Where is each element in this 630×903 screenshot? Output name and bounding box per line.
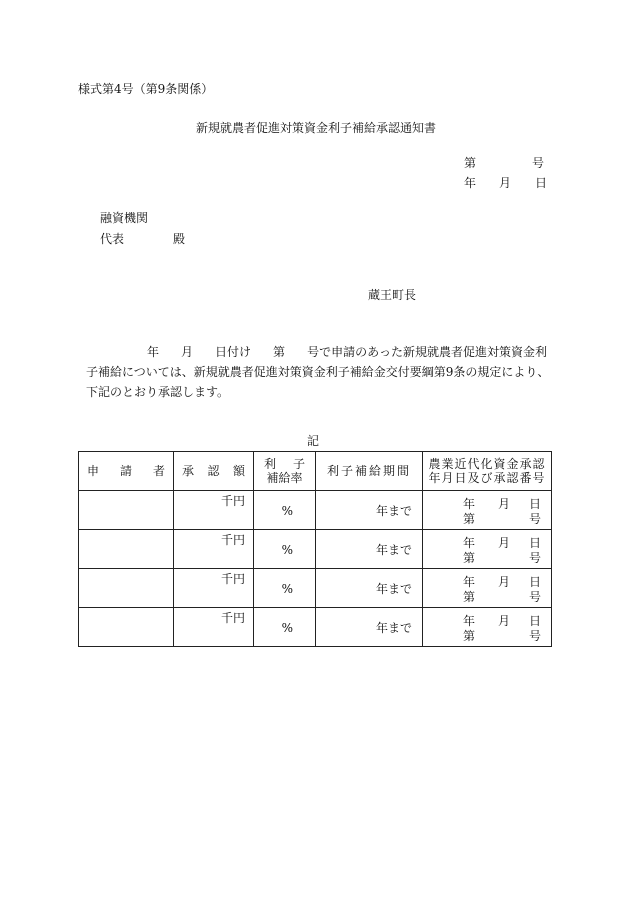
header-rate-char: 子 xyxy=(292,457,305,471)
addressee-honorific: 殿 xyxy=(173,232,186,246)
form-number-label: 様式第4号（第9条関係） xyxy=(78,82,214,96)
table-row xyxy=(79,530,552,569)
header-amount-char: 額 xyxy=(232,464,245,478)
approval-month: 月 xyxy=(498,575,511,589)
period-suffix: 年まで xyxy=(375,621,412,635)
cell-subsidy-rate[interactable] xyxy=(254,569,316,608)
approval-day: 日 xyxy=(528,497,541,511)
table-row xyxy=(79,491,552,530)
header-approval-line1: 農業近代化資金承認 xyxy=(428,457,546,471)
approval-month: 月 xyxy=(498,536,511,550)
cell-subsidy-period[interactable] xyxy=(316,569,423,608)
approval-no-suffix: 号 xyxy=(528,629,541,643)
cell-approval-info[interactable] xyxy=(423,491,552,530)
header-approval-line2: 年月日及び承認番号 xyxy=(428,471,546,485)
addressee-institution: 融資機関 xyxy=(100,211,149,225)
header-applicant-char: 申 xyxy=(87,464,100,478)
approval-day: 日 xyxy=(528,614,541,628)
header-approved-amount xyxy=(174,452,254,491)
cell-subsidy-period[interactable] xyxy=(316,530,423,569)
approval-year: 年 xyxy=(463,536,476,550)
body-number-prefix: 第 xyxy=(273,345,286,359)
ki-heading: 記 xyxy=(307,434,320,448)
period-suffix: 年まで xyxy=(375,582,412,596)
cell-subsidy-period[interactable] xyxy=(316,608,423,647)
rate-unit: % xyxy=(281,621,293,635)
cell-approval-info[interactable] xyxy=(423,530,552,569)
header-amount-char: 承 xyxy=(182,464,195,478)
body-month: 月 xyxy=(181,345,194,359)
approval-no-suffix: 号 xyxy=(528,590,541,604)
cell-applicant[interactable] xyxy=(79,491,174,530)
header-subsidy-rate xyxy=(254,452,316,491)
body-day: 日付け xyxy=(215,345,252,359)
amount-unit: 千円 xyxy=(220,572,245,586)
cell-applicant[interactable] xyxy=(79,608,174,647)
table-header-row xyxy=(79,452,552,491)
approval-year: 年 xyxy=(463,497,476,511)
table-row xyxy=(79,569,552,608)
period-suffix: 年まで xyxy=(375,543,412,557)
cell-approved-amount[interactable] xyxy=(174,491,254,530)
approval-year: 年 xyxy=(463,614,476,628)
rate-unit: % xyxy=(281,543,293,557)
amount-unit: 千円 xyxy=(220,611,245,625)
cell-approved-amount[interactable] xyxy=(174,530,254,569)
table-row xyxy=(79,608,552,647)
header-subsidy-period xyxy=(316,452,423,491)
header-period-text: 利子補給期間 xyxy=(326,464,411,478)
header-rate-char: 利 xyxy=(264,457,277,471)
date-year-label: 年 xyxy=(464,176,477,190)
rate-unit: % xyxy=(281,504,293,518)
cell-subsidy-rate[interactable] xyxy=(254,530,316,569)
sender-name: 蔵王町長 xyxy=(368,288,417,302)
body-paragraph xyxy=(86,342,556,402)
approval-no-suffix: 号 xyxy=(528,551,541,565)
approval-day: 日 xyxy=(528,575,541,589)
approval-no-prefix: 第 xyxy=(463,590,476,604)
approval-no-suffix: 号 xyxy=(528,512,541,526)
document-title: 新規就農者促進対策資金利子補給承認通知書 xyxy=(196,121,437,135)
period-suffix: 年まで xyxy=(375,504,412,518)
amount-unit: 千円 xyxy=(220,533,245,547)
cell-applicant[interactable] xyxy=(79,569,174,608)
approval-year: 年 xyxy=(463,575,476,589)
approval-table xyxy=(78,451,552,647)
cell-subsidy-rate[interactable] xyxy=(254,491,316,530)
approval-no-prefix: 第 xyxy=(463,512,476,526)
header-applicant-char: 請 xyxy=(119,464,132,478)
approval-no-prefix: 第 xyxy=(463,629,476,643)
date-month-label: 月 xyxy=(499,176,512,190)
approval-no-prefix: 第 xyxy=(463,551,476,565)
header-applicant xyxy=(79,452,174,491)
cell-applicant[interactable] xyxy=(79,530,174,569)
approval-month: 月 xyxy=(498,614,511,628)
cell-subsidy-period[interactable] xyxy=(316,491,423,530)
header-rate-bottom: 補給率 xyxy=(266,471,303,485)
approval-month: 月 xyxy=(498,497,511,511)
approval-day: 日 xyxy=(528,536,541,550)
header-applicant-char: 者 xyxy=(152,464,165,478)
cell-approval-info[interactable] xyxy=(423,608,552,647)
cell-approved-amount[interactable] xyxy=(174,569,254,608)
cell-approval-info[interactable] xyxy=(423,569,552,608)
addressee-representative: 代表 xyxy=(100,232,125,246)
body-text: 号で申請のあった新規就農者促進対策資金利子補給については、新規就農者促進対策資金利子補給金交付要綱第9条の規定により、下記のとおり承認します。 xyxy=(86,345,550,399)
cell-subsidy-rate[interactable] xyxy=(254,608,316,647)
number-suffix: 号 xyxy=(532,156,545,170)
header-amount-char: 認 xyxy=(207,464,220,478)
cell-approved-amount[interactable] xyxy=(174,608,254,647)
amount-unit: 千円 xyxy=(220,494,245,508)
date-day-label: 日 xyxy=(535,176,548,190)
body-year: 年 xyxy=(147,345,160,359)
rate-unit: % xyxy=(281,582,293,596)
header-approval-info xyxy=(423,452,552,491)
number-prefix: 第 xyxy=(464,156,477,170)
